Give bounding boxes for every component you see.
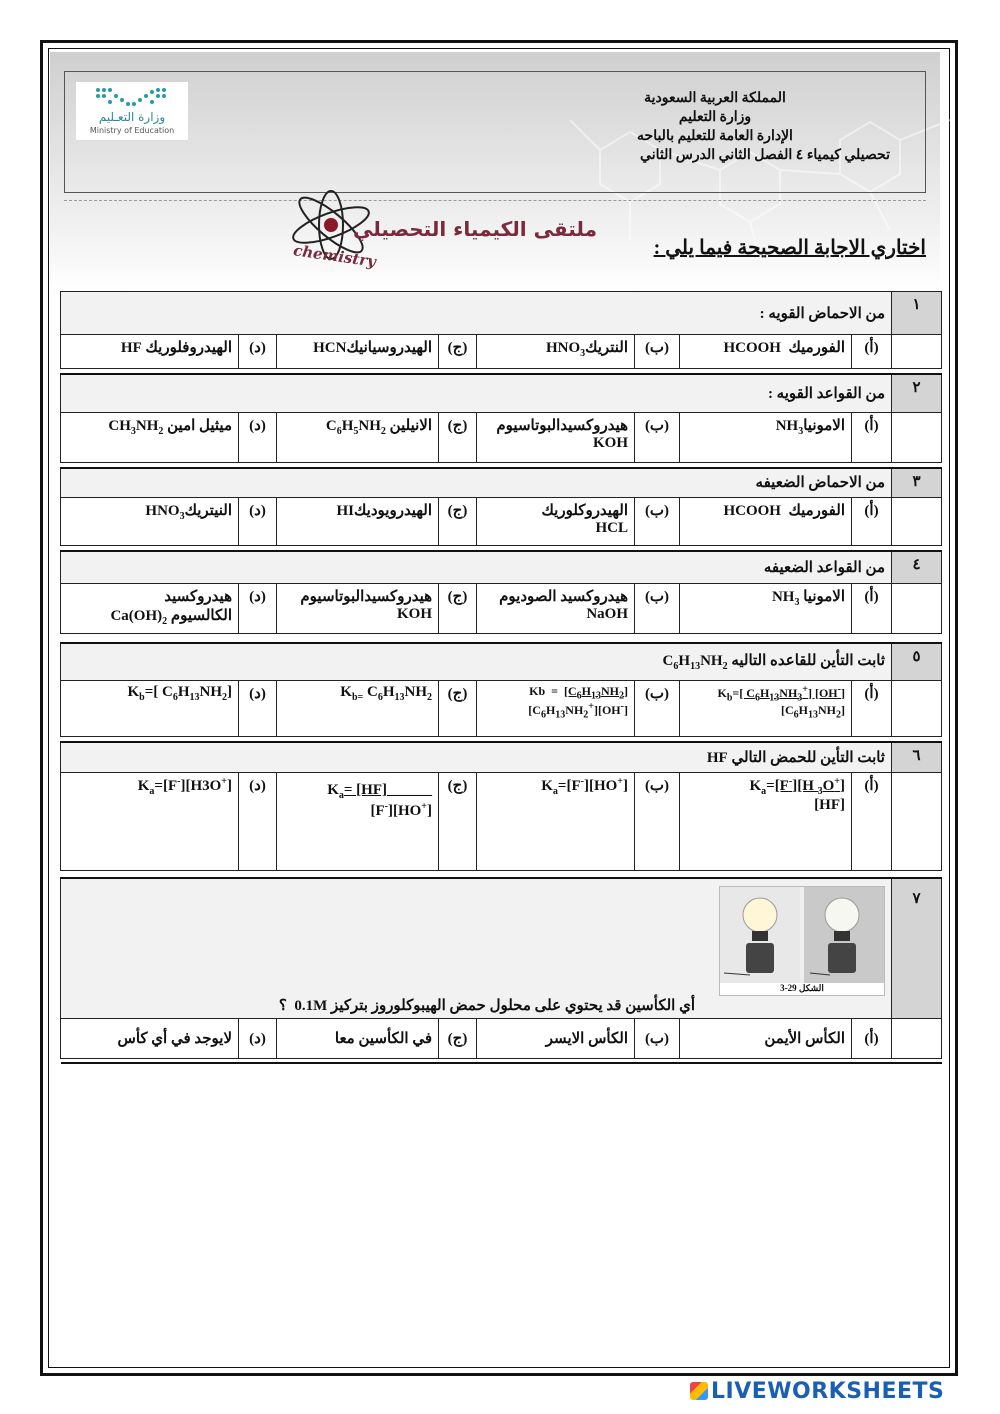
option-b-text: النتريك [585, 340, 628, 356]
label-c: (ج) [439, 772, 477, 870]
option-b-formula: NaOH [586, 605, 628, 622]
option-d[interactable]: هيدروكسيد الكالسيوم $Ca(OH)_2$ [61, 583, 239, 633]
row-gap [61, 633, 942, 643]
blank-cell [892, 681, 942, 737]
options-row-7 [61, 1018, 942, 1058]
footer-brand: LIVEWORKSHEETS [711, 1378, 945, 1404]
question-number: ٣ [892, 468, 942, 498]
option-c[interactable]: الهيدرويوديكHI [277, 498, 439, 546]
option-a[interactable]: الفورميك HCOOH [680, 498, 852, 546]
logo-dots-icon [94, 86, 170, 110]
label-a: (أ) [852, 1018, 892, 1058]
label-d: (د) [239, 412, 277, 462]
option-d[interactable]: الهيدروفلوريك HF [61, 335, 239, 369]
question-text: من الاحماض القويه : [61, 292, 892, 335]
label-c: (ج) [439, 498, 477, 546]
option-c-formula: KOH [396, 605, 432, 622]
question-3 [61, 468, 942, 498]
option-a[interactable] [680, 1018, 852, 1058]
option-d-text: الهيدروفلوريك [145, 340, 232, 356]
option-b[interactable]: هيدروكسيدالبوتاسيوم KOH [477, 412, 635, 462]
option-d-text-2: الكالسيوم [170, 607, 232, 624]
option-c-text: الانيلين [389, 417, 432, 434]
label-b: (ب) [635, 1018, 680, 1058]
option-d-text: لايوجد في أي كأس [117, 1030, 232, 1047]
option-d[interactable]: $K_a=[F^-][H3O^+]$ [61, 772, 239, 870]
option-b-formula: HCL [595, 520, 628, 536]
gap-cell [61, 1058, 942, 1063]
label-b: (ب) [635, 681, 680, 737]
options-row-4 [61, 583, 942, 633]
option-c[interactable]: الهيدروسيانيكHCN [277, 335, 439, 369]
option-c-text: الهيدرويوديك [354, 503, 432, 519]
question-7-text [67, 996, 885, 1015]
options-row-6 [61, 772, 942, 870]
liveworksheets-footer[interactable] [690, 1378, 944, 1404]
question-7 [61, 878, 942, 1019]
question-text-label: ثابت التأين للحمض التالي [731, 749, 885, 766]
option-c-text: هيدروكسيدالبوتاسيوم [300, 588, 432, 605]
question-1 [61, 292, 942, 335]
label-a: (أ) [852, 772, 892, 870]
beakers-figure [67, 886, 885, 996]
emblem-subtitle: chemistry [292, 241, 378, 271]
option-a[interactable]: الامونيا $NH_3$ [680, 583, 852, 633]
chemistry-emblem [283, 183, 643, 275]
logo-english: Ministry of Education [89, 126, 175, 135]
option-b[interactable] [477, 583, 635, 633]
option-a-text: الامونيا [803, 588, 845, 605]
question-text: من القواعد الضعيفه [61, 551, 892, 583]
figure-caption: الشكل 29-3 [720, 983, 884, 995]
blank-cell [892, 1018, 942, 1058]
blank-cell [892, 498, 942, 546]
label-a: (أ) [852, 681, 892, 737]
label-d: (د) [239, 772, 277, 870]
option-a-text: الفورميك [788, 503, 845, 519]
label-b: (ب) [635, 498, 680, 546]
header-line-directorate: الإدارة العامة للتعليم بالباحه [637, 129, 793, 144]
concentration: 0.1M [294, 997, 328, 1014]
option-a[interactable]: $K_b=$[ $C_6H_{13}NH_3^+$] [OH-] $[C_6H_{13}NH_2]$ [680, 681, 852, 737]
option-d[interactable]: $K_b=$[ $C_6H_{13}NH_2$] [61, 681, 239, 737]
logo-arabic: وزارة التعـليم [98, 110, 166, 124]
header-line-ministry: وزارة التعليم [678, 110, 752, 125]
gap-cell [61, 633, 942, 643]
option-c-text: الهيدروسيانيك [346, 340, 432, 356]
label-a: (أ) [852, 583, 892, 633]
blank-cell [892, 412, 942, 462]
question-number: ٢ [892, 374, 942, 412]
label-d: (د) [239, 583, 277, 633]
label-c: (ج) [439, 412, 477, 462]
label-a: (أ) [852, 412, 892, 462]
label-d: (د) [239, 1018, 277, 1058]
label-b: (ب) [635, 335, 680, 369]
blank-cell [892, 335, 942, 369]
question-number: ١ [892, 292, 942, 335]
option-a[interactable]: $K_a=[F^-][H$ $_3$O+] [HF] [680, 772, 852, 870]
option-d-text: هيدروكسيد [164, 588, 232, 605]
question-text: من القواعد القويه : [61, 374, 892, 412]
option-c[interactable] [277, 1018, 439, 1058]
header-text [540, 89, 890, 165]
option-c[interactable]: $K_{b=}$ $C_6H_{13}NH_2$ [277, 681, 439, 737]
question-text: من الاحماض الضعيفه [61, 468, 892, 498]
option-b[interactable] [477, 498, 635, 546]
option-d-text: ميثيل امين [167, 417, 232, 434]
option-c[interactable]: الانيلين $C_6H_5NH_2$ [277, 412, 439, 462]
option-c-text: في الكأسين معا [334, 1030, 432, 1047]
option-b-text: الكأس الايسر [545, 1030, 628, 1047]
label-c: (ج) [439, 1018, 477, 1058]
light-bulb-icon [720, 887, 884, 983]
option-b-text: هيدروكسيدالبوتاسيوم [496, 417, 628, 434]
row-gap [61, 870, 942, 878]
light-bulb-figure [719, 886, 885, 996]
instruction: اختاري الاجابة الصحيحة فيما يلي : [653, 237, 926, 259]
option-b-text: الهيدروكلوريك [541, 503, 628, 519]
question-6 [61, 742, 942, 772]
blank-cell [892, 772, 942, 870]
label-b: (ب) [635, 772, 680, 870]
label-a: (أ) [852, 498, 892, 546]
label-c: (ج) [439, 335, 477, 369]
question-4 [61, 551, 942, 583]
header-line-kingdom: المملكة العربية السعودية [644, 91, 786, 106]
question-2 [61, 374, 942, 412]
label-c: (ج) [439, 681, 477, 737]
options-row-5 [61, 681, 942, 737]
label-d: (د) [239, 498, 277, 546]
label-c: (ج) [439, 583, 477, 633]
question-5 [61, 643, 942, 681]
question-mark: ؟ [278, 997, 287, 1014]
option-b[interactable]: $K_a=[F^-][HO^+]$ [477, 772, 635, 870]
label-a: (أ) [852, 335, 892, 369]
option-c[interactable] [277, 583, 439, 633]
question-text-label: أي الكأسين قد يحتوي على محلول حمض الهيبوكلوروز بتركيز [331, 997, 695, 1014]
question-text-label: ثابت التأين للقاعده التاليه [731, 653, 885, 670]
label-b: (ب) [635, 583, 680, 633]
label-d: (د) [239, 335, 277, 369]
question-number: ٧ [892, 878, 942, 1019]
question-number: ٤ [892, 551, 942, 583]
header-line-subject: تحصيلي كيمياء ٤ الفصل الثاني الدرس الثاني [640, 148, 890, 163]
liveworksheets-logo-icon [690, 1382, 708, 1400]
option-d-text: النيتريك [184, 503, 232, 519]
option-d[interactable]: ميثيل امين $CH_3NH_2$ [61, 412, 239, 462]
emblem-title: ملتقى الكيمياء التحصيلي [353, 217, 597, 241]
row-gap [61, 1058, 942, 1063]
question-text: ثابت التأين للحمض التالي HF [61, 742, 892, 772]
question-text [61, 878, 892, 1019]
option-b[interactable]: $Kb = [C_6H_{13}NH_2]$ $[C_6H_{13}NH_2^+][OH^-]$ [477, 681, 635, 737]
option-a-text: الامونيا [803, 417, 845, 434]
question-text: ثابت التأين للقاعده التاليه $C_6H_{13}NH_2$ [61, 643, 892, 681]
option-c[interactable]: $K_a=$ [HF]______ [F-][HO+] [277, 772, 439, 870]
option-a-text: الكأس الأيمن [764, 1030, 845, 1047]
blank-cell [892, 583, 942, 633]
option-b-text: هيدروكسيد الصوديوم [499, 588, 628, 605]
option-a[interactable]: الفورميك HCOOH [680, 335, 852, 369]
option-b[interactable]: النتريكHNO$_3$ [477, 335, 635, 369]
questions-table [60, 291, 942, 1064]
option-d[interactable] [61, 1018, 239, 1058]
option-a[interactable]: الامونياNH$_3$ [680, 412, 852, 462]
question-number: ٦ [892, 742, 942, 772]
gap-cell [61, 870, 942, 878]
option-b[interactable] [477, 1018, 635, 1058]
options-row-3 [61, 498, 942, 546]
question-number: ٥ [892, 643, 942, 681]
options-row-1 [61, 335, 942, 369]
option-d[interactable]: النيتريكHNO$_3$ [61, 498, 239, 546]
options-row-2 [61, 412, 942, 462]
label-d: (د) [239, 681, 277, 737]
option-a-text: الفورميك [788, 340, 845, 356]
label-b: (ب) [635, 412, 680, 462]
ministry-logo [76, 82, 188, 140]
